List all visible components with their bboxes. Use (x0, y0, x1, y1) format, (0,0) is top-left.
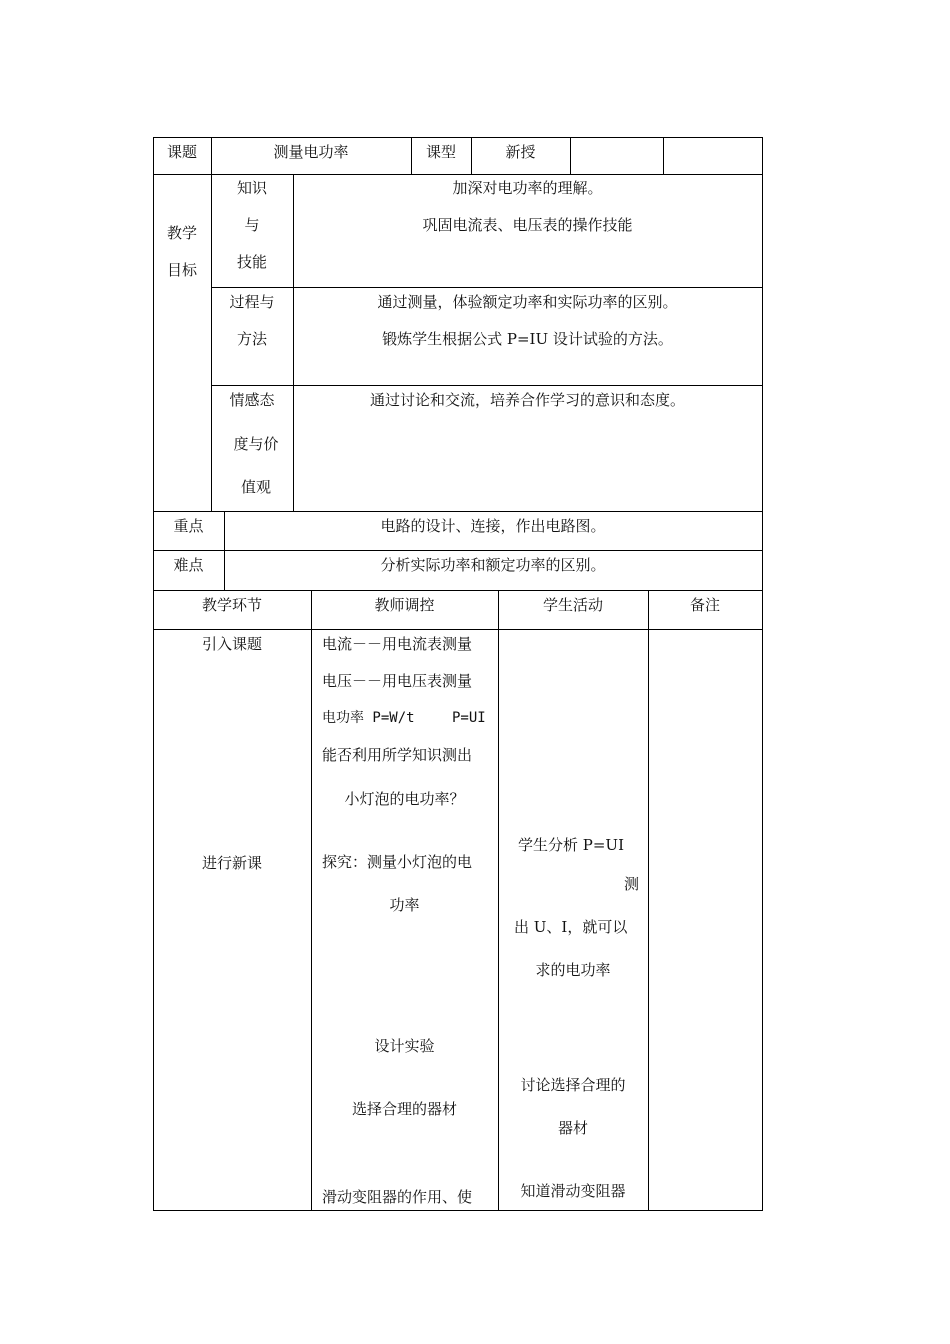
topic-value: 测量电功率 (273, 143, 349, 161)
emotion-label: 情感态 (229, 391, 275, 409)
objectives-label: 目标 (166, 261, 197, 279)
key-point-label: 重点 (173, 517, 204, 535)
student-text: 讨论选择合理的 (520, 1076, 626, 1094)
knowledge-label: 知识 (236, 179, 267, 197)
teacher-text: 探究：测量小灯泡的电 (322, 853, 473, 871)
objectives-label: 教学 (166, 224, 197, 242)
key-point-value: 电路的设计、连接，作出电路图。 (380, 517, 606, 535)
stage-label: 进行新课 (201, 854, 262, 872)
teacher-text: P=UI (452, 710, 486, 726)
process-text: 锻炼学生根据公式 P=IU 设计试验的方法。 (382, 330, 673, 348)
table-border-bottom (153, 1210, 763, 1211)
row-divider (153, 511, 763, 512)
process-text: 通过测量，体验额定功率和实际功率的区别。 (377, 293, 678, 311)
student-text: 求的电功率 (535, 961, 611, 979)
table-border-left (153, 137, 154, 1211)
emotion-text: 通过讨论和交流，培养合作学习的意识和态度。 (369, 391, 685, 409)
knowledge-label: 技能 (236, 253, 267, 271)
row-divider (153, 550, 763, 551)
knowledge-text: 巩固电流表、电压表的操作技能 (422, 216, 633, 234)
knowledge-text: 加深对电功率的理解。 (452, 179, 603, 197)
student-text: 出 U、I，就可以 (514, 918, 628, 936)
student-text: 学生分析 P=UI (518, 836, 624, 854)
teacher-text: 设计实验 (374, 1037, 435, 1055)
teacher-text: 滑动变阻器的作用、使 (322, 1188, 473, 1206)
col-divider (570, 137, 571, 174)
emotion-label: 值观 (240, 478, 271, 496)
column-header: 教学环节 (201, 596, 262, 614)
row-divider (153, 174, 763, 175)
teacher-text: 选择合理的器材 (351, 1100, 457, 1118)
col-divider (648, 590, 649, 1210)
emotion-label: 度与价 (233, 435, 279, 453)
column-header: 教师调控 (374, 596, 435, 614)
stage-label: 引入课题 (201, 635, 262, 653)
process-label: 过程与 (229, 293, 275, 311)
teacher-text: 电功率 P=W/t (322, 710, 415, 726)
student-text: 知道滑动变阻器 (520, 1182, 626, 1200)
process-label: 方法 (236, 330, 267, 348)
table-border-right (762, 137, 763, 1211)
student-text: 器材 (557, 1119, 588, 1137)
type-value: 新授 (505, 143, 536, 161)
col-divider (663, 137, 664, 174)
column-header: 备注 (689, 596, 720, 614)
teacher-text: 能否利用所学知识测出 (322, 746, 473, 764)
teacher-text: 电压－－用电压表测量 (322, 672, 473, 690)
row-divider (153, 590, 763, 591)
knowledge-label: 与 (244, 216, 260, 234)
topic-label: 课题 (166, 143, 197, 161)
difficulty-value: 分析实际功率和额定功率的区别。 (380, 556, 606, 574)
column-header: 学生活动 (542, 596, 603, 614)
col-divider (498, 590, 499, 1210)
type-label: 课型 (425, 143, 456, 161)
teacher-text: 小灯泡的电功率？ (344, 790, 465, 808)
teacher-text: 功率 (389, 896, 420, 914)
row-divider (153, 629, 763, 630)
difficulty-label: 难点 (173, 556, 204, 574)
student-text: 测 (624, 875, 640, 893)
table-border-top (153, 137, 763, 138)
teacher-text: 电流－－用电流表测量 (322, 635, 473, 653)
